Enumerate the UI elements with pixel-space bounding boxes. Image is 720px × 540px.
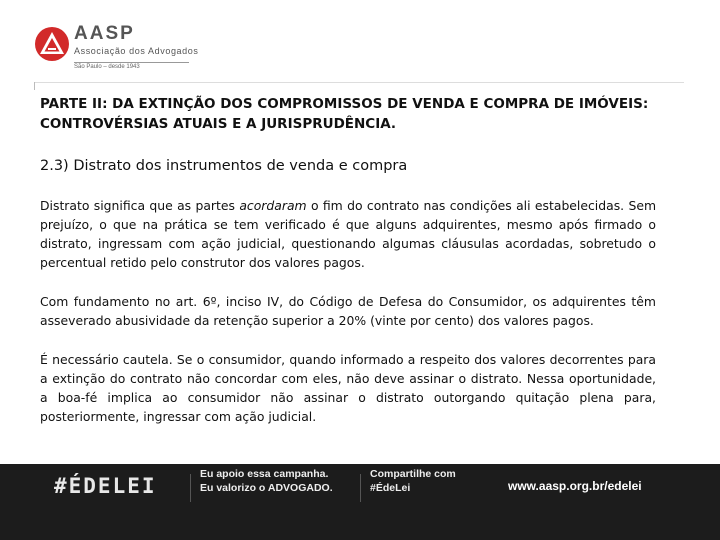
campaign-line: Eu apoio essa campanha. (200, 468, 329, 480)
campaign-message (200, 467, 333, 495)
share-line: Compartilhe com (370, 468, 456, 480)
brand-location: São Paulo – desde 1943 (74, 64, 140, 70)
aasp-logo-icon (34, 26, 70, 62)
banner-divider (360, 474, 361, 502)
header (34, 22, 254, 78)
share-message (370, 467, 456, 495)
brand-subtitle: Associação dos Advogados (74, 46, 199, 56)
paragraph-distrato (40, 196, 656, 272)
share-line: #ÉdeLei (370, 482, 411, 494)
banner-divider (190, 474, 191, 502)
italic-term: acordaram (239, 198, 307, 213)
slide-content (40, 94, 656, 426)
paragraph-text: Distrato significa que as partes (40, 198, 240, 213)
campaign-hashtag: #ÉDELEI (54, 474, 157, 498)
paragraph-text: o fim do contrato nas condições ali estabelecidas. Sem prejuízo, o que na prática se tem verificado é que alguns adquirentes, mesmo após firmado o distrato, ingressam com ação judicial, questionando algumas cláusulas acordadas, sobretudo o percentual retido pelo construtor dos valores pagos. (40, 198, 657, 270)
header-divider (34, 82, 684, 83)
campaign-banner[interactable] (0, 464, 720, 540)
frame-corner (34, 82, 35, 90)
page-title: PARTE II: DA EXTINÇÃO DOS COMPROMISSOS DE VENDA E COMPRA DE IMÓVEIS: CONTROVÉRSIAS ATUAIS E A JURISPRUDÊNCIA. (40, 96, 649, 132)
campaign-line: Eu valorizo o ADVOGADO. (200, 482, 333, 494)
section-heading: 2.3) Distrato dos instrumentos de venda e compra (40, 158, 408, 174)
brand-name: AASP (74, 23, 135, 44)
paragraph-cautela: É necessário cautela. Se o consumidor, quando informado a respeito dos valores decorrentes para a extinção do contrato não concordar com eles, não deve assinar o distrato. Nessa oportunidade, a boa-fé implica ao consumidor não assinar o distrato outorgando quitação plena para, posteriormente, ingressar com ação judicial. (40, 352, 656, 424)
paragraph-fundamento: Com fundamento no art. 6º, inciso IV, do Código de Defesa do Consumidor, os adquirentes têm asseverado abusividade da retenção superior a 20% (vinte por cento) dos valores pagos. (40, 294, 656, 328)
campaign-link[interactable]: www.aasp.org.br/edelei (508, 479, 642, 493)
brand-divider (74, 62, 189, 63)
